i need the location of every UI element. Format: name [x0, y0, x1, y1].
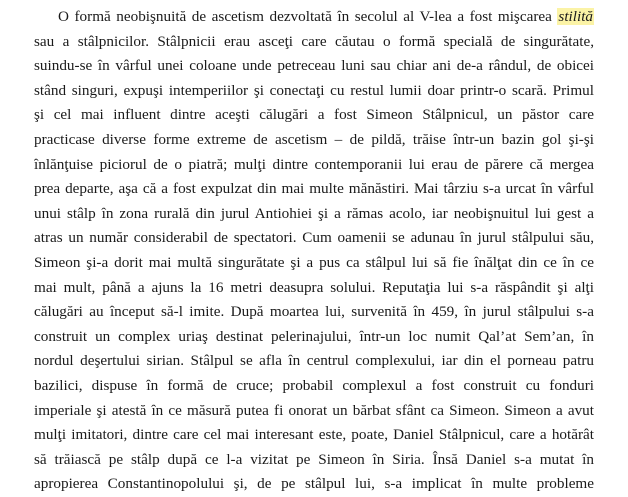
text-line-2: sau a stâlpnicilor. Stâlpnicii erau asceţi care căutau o formă specială de singurătate, — [34, 32, 594, 50]
text-line-15: nordul deşertului sirian. Stâlpul se afla în centrul complexului, iar din el porneau patru — [34, 352, 594, 370]
text-line-6: practicase diverse forme extreme de ascetism – de pildă, trăise într-un bazin gol şi-şi — [34, 130, 594, 148]
text-line-17: imperiale şi atestă în ce măsură putea fi onorat un bărbat sfânt ca Simeon. Simeon a avut — [34, 401, 594, 419]
highlighted-word[interactable]: stilită — [558, 8, 594, 25]
text-line-18: mulţi imitatori, dintre care cel mai interesant este, poate, Daniel Stâlpnicul, care a hotărât — [34, 426, 594, 444]
text-line-5: şi cel mai influent dintre aceşti călugări a fost Simeon Stâlpnicul, un păstor care — [34, 106, 594, 124]
text-line-1 — [34, 5, 594, 30]
text-line-12: mai mult, până a ajuns la 16 metri deasupra solului. Reputaţia lui s-a răspândit şi alţi — [34, 278, 594, 296]
text-line-11: Simeon şi-a dorit mai multă singurătate şi a pus ca stâlpul lui să fie înălţat din ce în ce — [34, 253, 594, 271]
text-line-3: suindu-se în vârful unei coloane unde petreceau luni sau chiar ani de-a rândul, de obicei — [34, 57, 594, 75]
text-line-14: construit un complex uriaş destinat pelerinajului, într-un loc numit Qal’at Sem’an, în — [34, 327, 594, 345]
text-line-13: călugări au început să-l imite. După moartea lui, survenită în 459, în jurul stâlpului s-a — [34, 303, 594, 321]
text-line-20: apropierea Constantinopolului şi, de pe stâlpul lui, s-a implicat în multe probleme — [34, 475, 594, 493]
document-page — [34, 5, 594, 497]
text-line-10: atras un număr considerabil de spectatori. Cum oamenii se adunau în jurul stâlpului său, — [34, 229, 594, 247]
text-line-8: prea departe, aşa că a fost expulzat din mai multe mănăstiri. Mai târziu s-a urcat în vârful — [34, 180, 594, 198]
text-line-1-content: O formă neobişnuită de ascetism dezvoltată în secolul al V-lea a fost mişcarea — [58, 8, 552, 25]
text-line-19: să trăiască pe stâlp după ce l-a vizitat pe Simeon în Siria. Însă Daniel s-a mutat în — [34, 450, 594, 468]
text-line-4: stând singuri, expuşi intemperiilor şi conectaţi cu restul lumii doar printr-o scară. Primul — [34, 81, 594, 99]
text-line-7: înlănţuise piciorul de o piatră; mulţi dintre contemporanii lui erau de părere că mergea — [34, 155, 594, 173]
text-line-16: bazilici, dispuse în formă de cruce; probabil complexul a fost construit cu fonduri — [34, 376, 594, 394]
text-line-9: unui stâlp în zona rurală din jurul Antiohiei şi a rămas acolo, iar neobişnuitul lui gest a — [34, 204, 594, 222]
